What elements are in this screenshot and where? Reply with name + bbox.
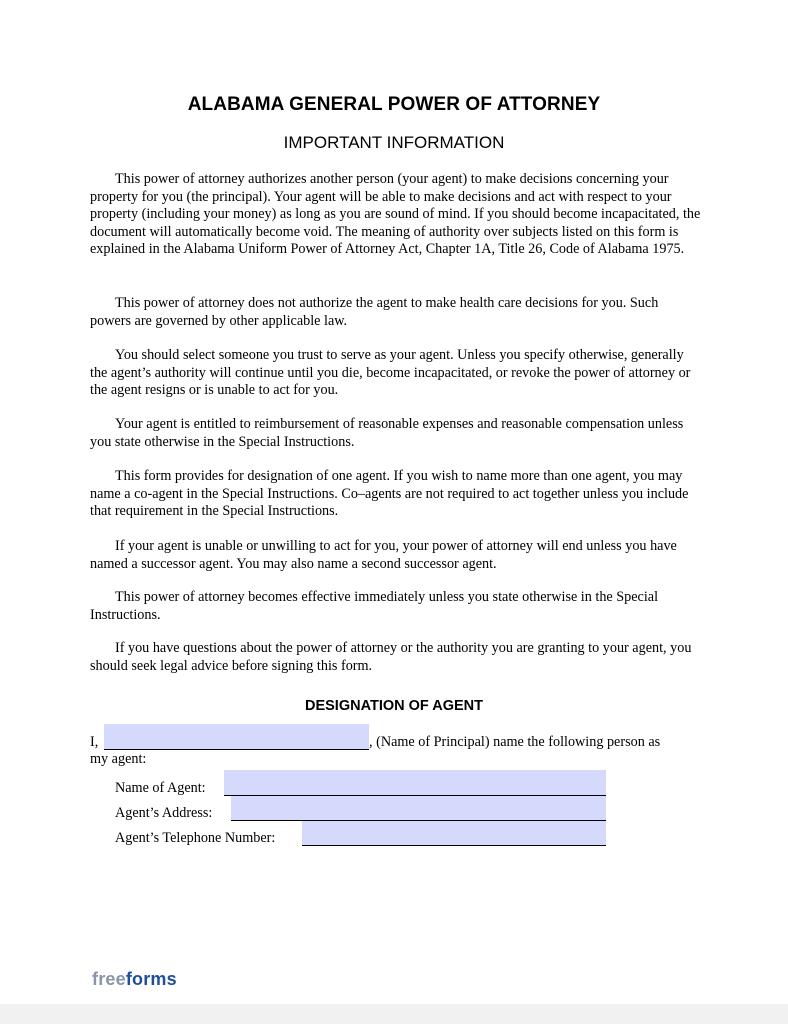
agent-address-field[interactable] xyxy=(231,796,606,821)
paragraph-3 xyxy=(90,347,702,400)
document-subtitle: IMPORTANT INFORMATION xyxy=(283,133,505,152)
paragraph-1 xyxy=(90,171,702,259)
paragraph-8 xyxy=(90,640,702,675)
agent-name-label: Name of Agent: xyxy=(115,780,206,796)
paragraph-text: This form provides for designation of one agent. If you wish to name more than one agent, you may name a co-agent in the Special Instructions. Co–agents are not required to act together unless you include that requirement in the Special Instructions. xyxy=(90,468,689,520)
paragraph-text: This power of attorney does not authorize the agent to make health care decisions for you. Such powers are governed by other applicable law. xyxy=(90,295,659,329)
paragraph-2 xyxy=(90,295,702,330)
principal-suffix-line2: my agent: xyxy=(90,751,147,767)
document-title: ALABAMA GENERAL POWER OF ATTORNEY xyxy=(187,94,601,115)
paragraph-5 xyxy=(90,468,702,521)
page-bottom-edge xyxy=(0,1004,788,1024)
agent-name-field[interactable] xyxy=(224,770,606,796)
paragraph-4 xyxy=(90,416,702,451)
principal-name-field[interactable] xyxy=(104,724,369,750)
paragraph-text: If you have questions about the power of attorney or the authority you are granting to your agent, you should seek legal advice before signing this form. xyxy=(90,640,692,674)
paragraph-6 xyxy=(90,538,702,573)
paragraph-text: This power of attorney authorizes another person (your agent) to make decisions concerning your property for you (the principal). Your agent will be able to make decisions and act with respect to your property (including your money) as long as you are sound of mind. If you should become incapacitated, the document will automatically become void. The meaning of authority over subjects listed on this form is explained in the Alabama Uniform Power of Attorney Act, Chapter 1A, Title 26, Code of Alabama 1975. xyxy=(90,171,701,258)
logo-forms-text: forms xyxy=(125,969,177,989)
paragraph-text: You should select someone you trust to serve as your agent. Unless you specify otherwise, generally the agent’s authority will continue until you die, become incapacitated, or revoke the power of attorney or the agent resigns or is unable to act for you. xyxy=(90,347,691,399)
logo-free-text: free xyxy=(92,969,126,989)
agent-phone-label: Agent’s Telephone Number: xyxy=(115,830,276,846)
agent-phone-field[interactable] xyxy=(302,821,606,846)
paragraph-7 xyxy=(90,589,702,624)
paragraph-text: Your agent is entitled to reimbursement of reasonable expenses and reasonable compensation unless you state otherwise in the Special Instructions. xyxy=(90,416,684,450)
paragraph-text: If your agent is unable or unwilling to act for you, your power of attorney will end unless you have named a successor agent. You may also name a second successor agent. xyxy=(90,538,677,572)
principal-suffix-text: , (Name of Principal) name the following person as xyxy=(369,734,661,750)
designation-heading: DESIGNATION OF AGENT xyxy=(304,698,484,714)
agent-address-label: Agent’s Address: xyxy=(115,805,213,821)
freeforms-logo xyxy=(92,969,177,990)
principal-i-label: I, xyxy=(90,734,99,750)
paragraph-text: This power of attorney becomes effective immediately unless you state otherwise in the Special Instructions. xyxy=(90,589,659,623)
